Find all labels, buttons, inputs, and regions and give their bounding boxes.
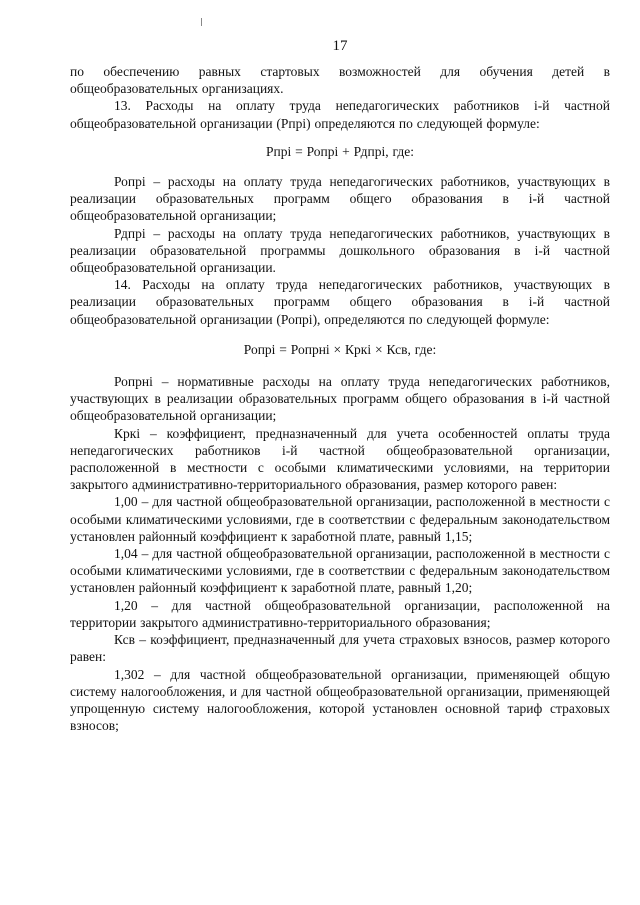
coefficient-1-302: 1,302 – для частной общеобразовательной организации, применяющей общую систему налогообложения, и для частной общеобразовательной организации, применяющей упрощенную систему налогообложения, которой установлен основной тариф страховых взносов; [70, 666, 610, 734]
paragraph-continuation: по обеспечению равных стартовых возможностей для обучения детей в общеобразовательных организациях. [70, 64, 610, 97]
document-body [70, 63, 610, 734]
paragraph-item-13: 13. Расходы на оплату труда непедагогических работников i-й частной общеобразовательной организации (Рпрi) определяются по следующей формуле: [70, 98, 610, 131]
paragraph-item-14: 14. Расходы на оплату труда непедагогических работников, участвующих в реализации образовательных программ общего образования в i-й частной общеобразовательной организации (Ропрi), определяются по следующей формуле: [70, 277, 610, 327]
definition-ksv: Ксв – коэффициент, предназначенный для учета страховых взносов, размер которого равен: [70, 632, 610, 665]
page-number: 17 [332, 38, 348, 54]
definition-krk: Кркi – коэффициент, предназначенный для учета особенностей оплаты труда непедагогических работников i-й частной общеобразовательной организации, расположенной в местности с особыми климатическими условиями, на территории закрытого административно-территориального образования, размер которого равен: [70, 425, 610, 493]
coefficient-1-20: 1,20 – для частной общеобразовательной организации, расположенной на территории закрытого административно-территориального образования; [70, 597, 610, 630]
definition-roprn: Ропрнi – нормативные расходы на оплату труда непедагогических работников, участвующих в реализации образовательных программ общего образования в i-й частной общеобразовательной организации; [70, 374, 610, 424]
coefficient-1-04: 1,04 – для частной общеобразовательной организации, расположенной в местности с особыми климатическими условиями, где в соответствии с федеральным законодательством установлен районный коэффициент к заработной плате, равный 1,20; [70, 546, 610, 596]
scan-mark [201, 18, 202, 26]
coefficient-1-00: 1,00 – для частной общеобразовательной организации, расположенной в местности с особыми климатическими условиями, где в соответствии с федеральным законодательством установлен районный коэффициент к заработной плате, равный 1,15; [70, 494, 610, 544]
formula-ropr: Ропрi = Ропрнi × Кркi × Ксв, где: [243, 341, 437, 357]
definition-ropr: Ропрi – расходы на оплату труда непедагогических работников, участвующих в реализации образовательных программ общего образования в i-й частной общеобразовательной организации; [70, 174, 610, 224]
formula-rpr: Рпрi = Ропрi + Рдпрi, где: [266, 143, 414, 159]
definition-rdpr: Рдпрi – расходы на оплату труда непедагогических работников, участвующих в реализации образовательной программы дошкольного образования в i-й частной общеобразовательной организации. [70, 225, 610, 276]
